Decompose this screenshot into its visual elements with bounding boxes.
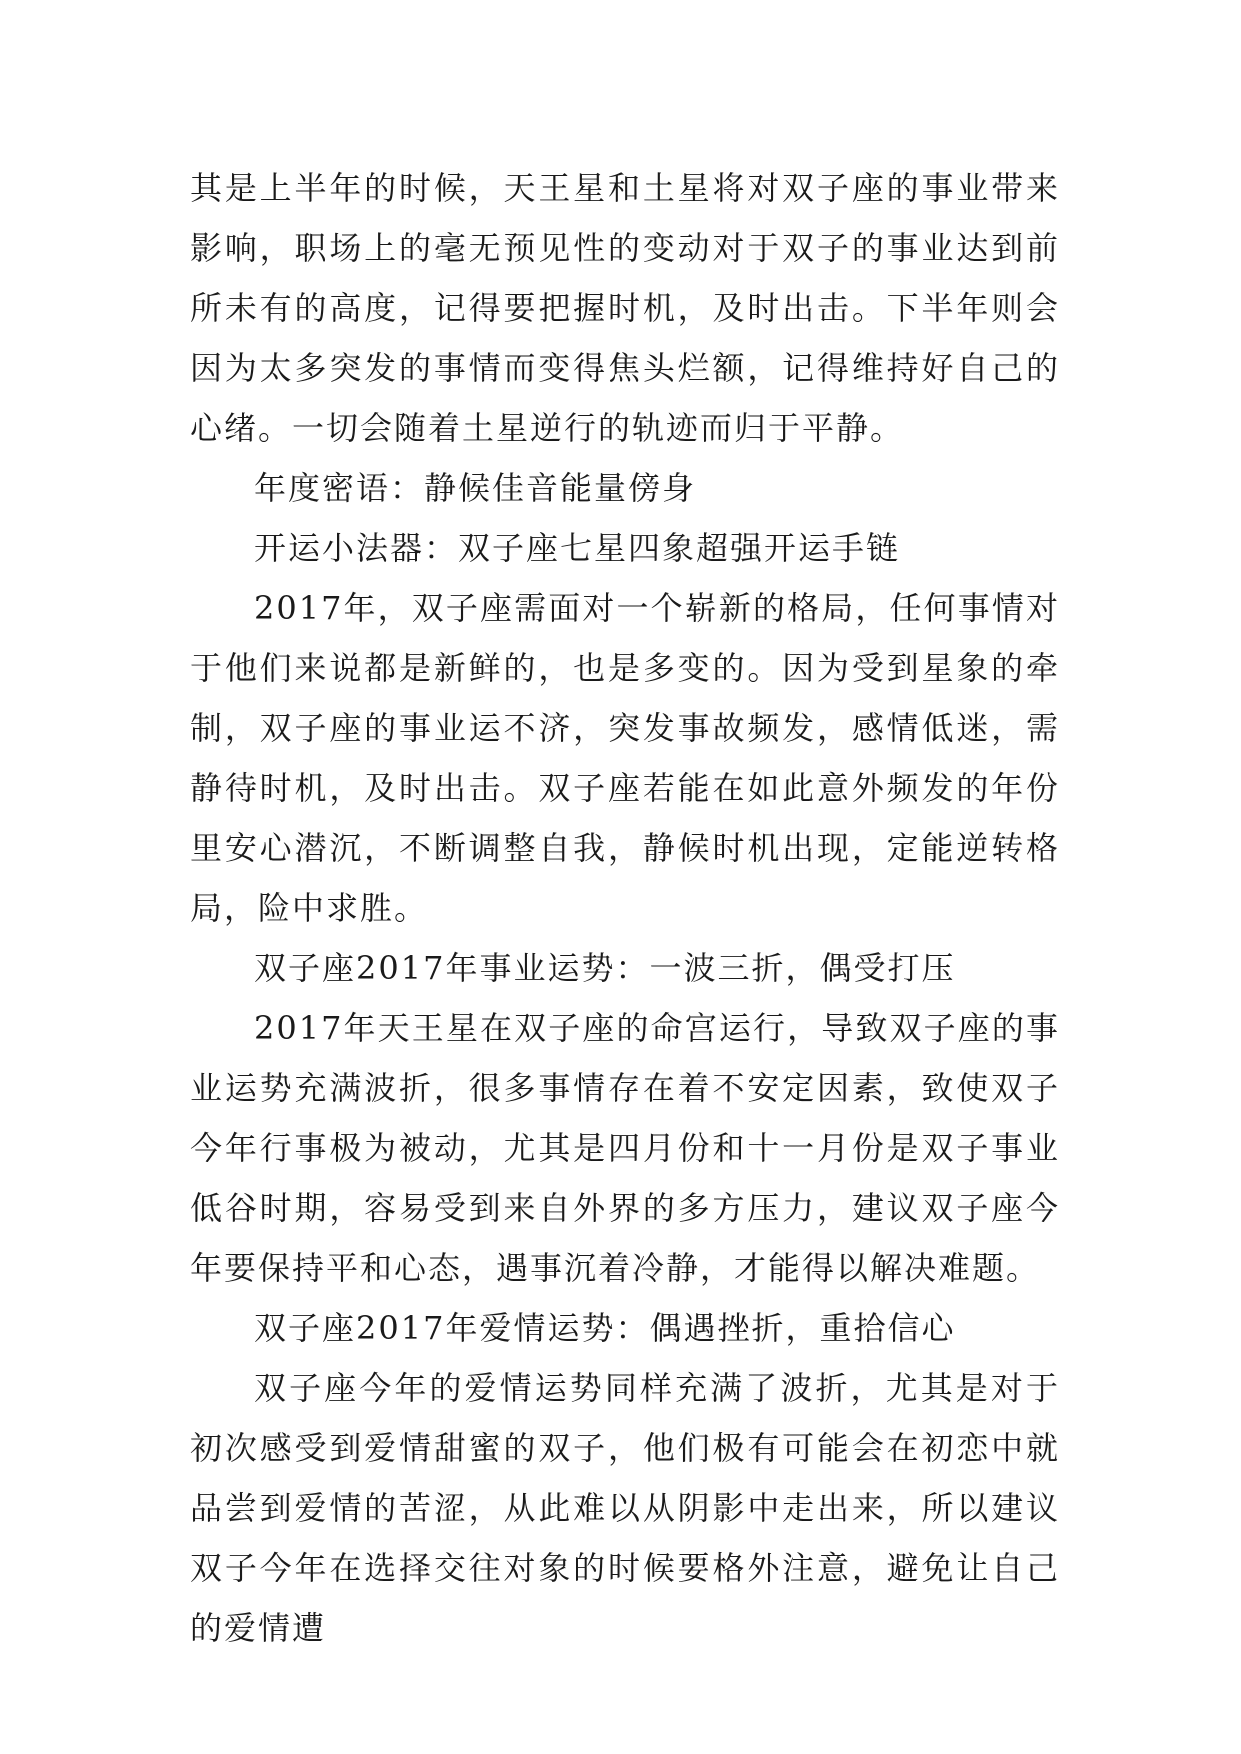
paragraph-overview: 2017年，双子座需面对一个崭新的格局，任何事情对于他们来说都是新鲜的，也是多变的。因为受到星象的牵制，双子座的事业运不济，突发事故频发，感情低迷，需静待时机，及时出击。双子座若能在如此意外频发的年份里安心潜沉，不断调整自我，静候时机出现，定能逆转格局，险中求胜。 (190, 589, 1060, 927)
paragraph-career-fortune: 2017年天王星在双子座的命宫运行，导致双子座的事业运势充满波折，很多事情存在着不安定因素，致使双子今年行事极为被动，尤其是四月份和十一月份是双子事业低谷时期，容易受到来自外界的多方压力，建议双子座今年要保持平和心态，遇事沉着冷静，才能得以解决难题。 (190, 1009, 1060, 1287)
heading-love-fortune: 双子座2017年爱情运势：偶遇挫折，重拾信心 (254, 1309, 956, 1347)
paragraph-love-fortune: 双子座今年的爱情运势同样充满了波折，尤其是对于初次感受到爱情甜蜜的双子，他们极有可能会在初恋中就品尝到爱情的苦涩，从此难以从阴影中走出来，所以建议双子今年在选择交往对象的时候要格外注意，避免让自己的爱情遭 (190, 1369, 1060, 1647)
paragraph-annual-motto: 年度密语：静候佳音能量傍身 (254, 469, 697, 507)
document-body (190, 158, 1060, 1658)
paragraph-continuation: 其是上半年的时候，天王星和土星将对双子座的事业带来影响，职场上的毫无预见性的变动对于双子的事业达到前所未有的高度，记得要把握时机，及时出击。下半年则会因为太多突发的事情而变得焦头烂额，记得维持好自己的心绪。一切会随着土星逆行的轨迹而归于平静。 (190, 169, 1060, 447)
paragraph-lucky-charm: 开运小法器：双子座七星四象超强开运手链 (254, 529, 901, 567)
heading-career-fortune: 双子座2017年事业运势：一波三折，偶受打压 (254, 949, 956, 987)
